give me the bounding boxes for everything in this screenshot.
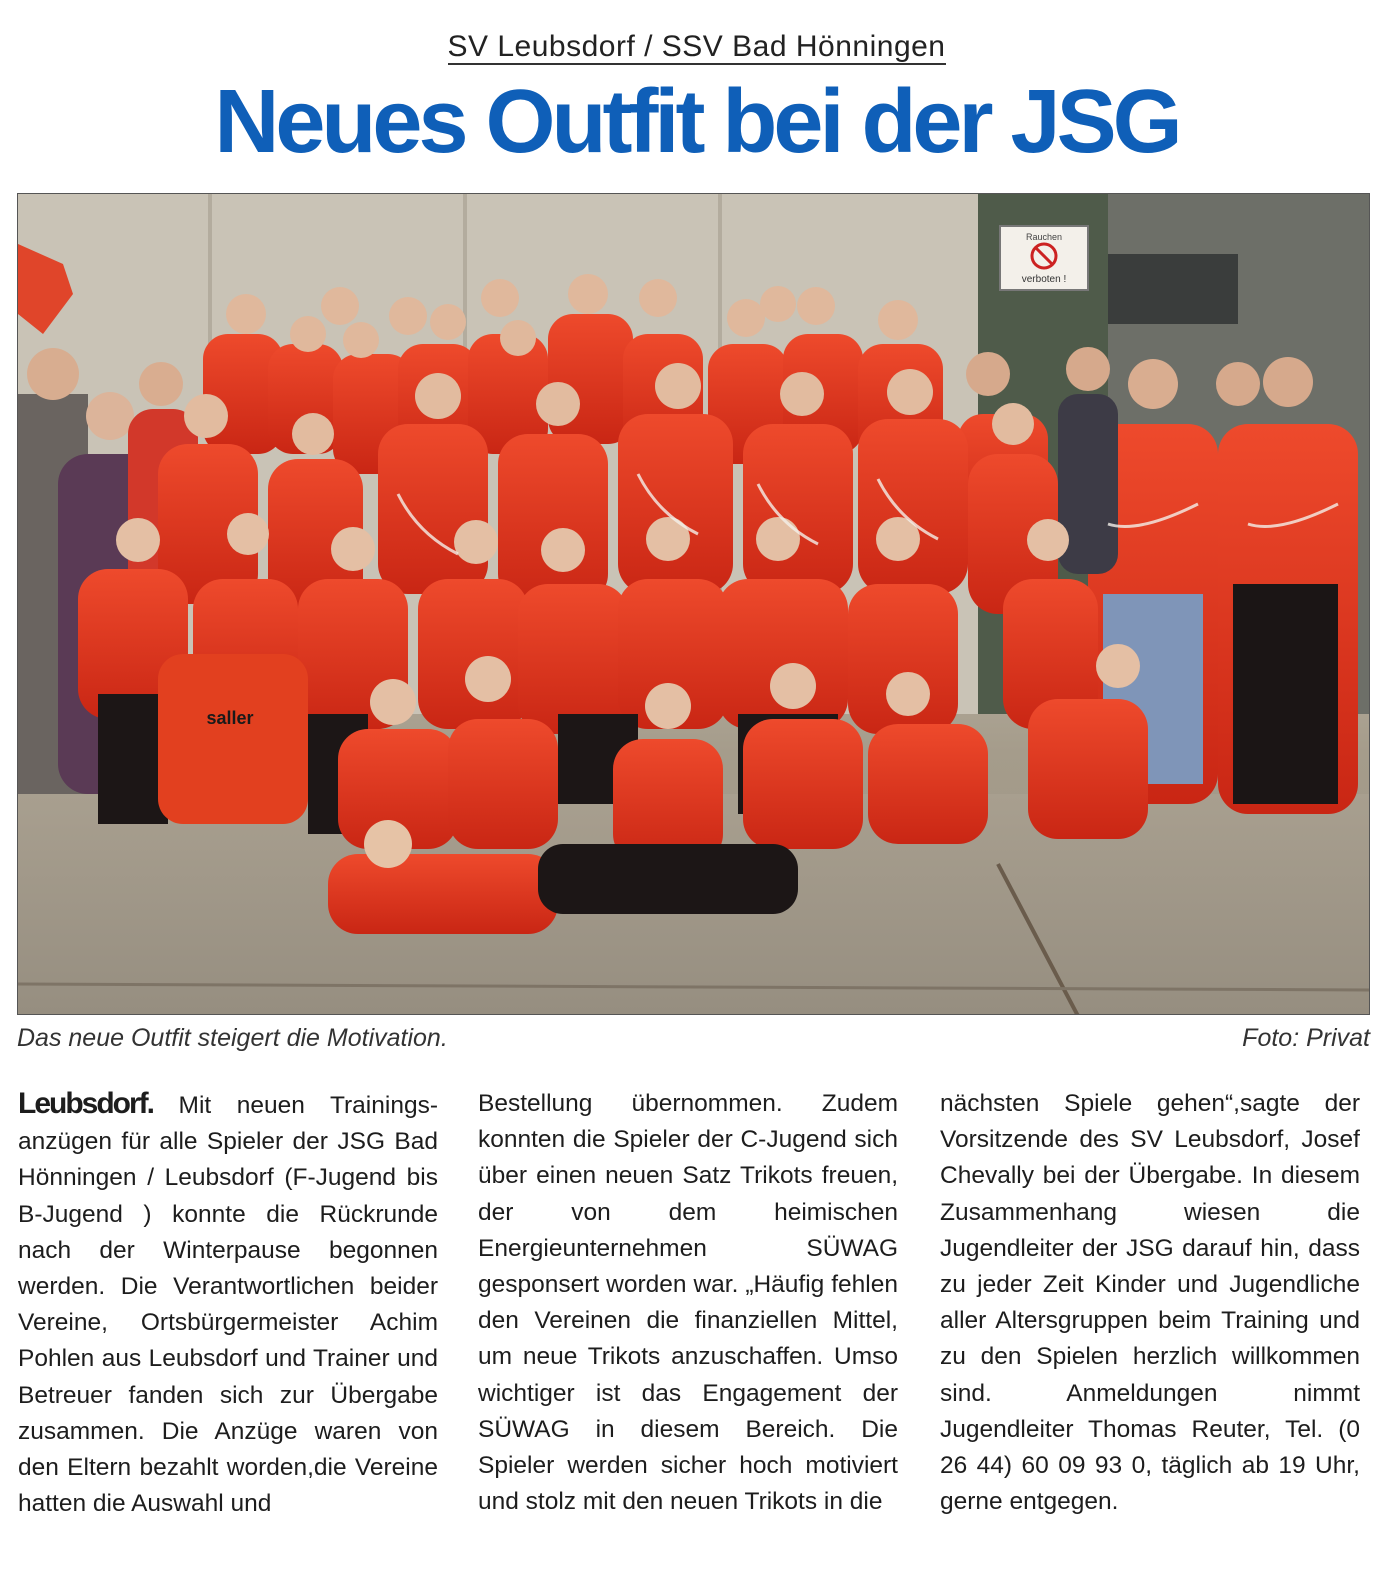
sign-text-bottom: verboten ! <box>1021 274 1067 285</box>
photo-caption <box>17 1024 1370 1058</box>
team-photo <box>17 193 1370 1015</box>
article-headline: Neues Outfit bei der JSG <box>214 72 1179 172</box>
article-column-3 <box>940 1086 1360 1520</box>
photo-credit: Foto: Privat <box>1242 1024 1370 1052</box>
kicker-text: SV Leubsdorf / SSV Bad Hönningen <box>447 30 946 63</box>
sign-text-top: Rauchen <box>1025 232 1063 242</box>
jacket-brand-text: saller <box>206 708 254 728</box>
column-2-text: Bestellung übernommen. Zudem konnten die Spieler der C-Jugend sich über einen neuen Satz Trikots freuen, der von dem heimischen Energieunternehmen SÜWAG gesponsert worden war. „Häufig fehlen den Vereinen die finanziellen Mittel, um neue Trikots anzuschaffen. Umso wichtiger ist das Engagement der SÜWAG in diesem Bereich. Die Spieler werden sicher hoch motiviert und stolz mit den neuen Trikots in die <box>478 1090 898 1516</box>
team-photo-illustration <box>18 194 1370 1015</box>
column-3-text: nächsten Spiele gehen“,sagte der Vorsitzende des SV Leubsdorf, Josef Chevally bei der Übergabe. In diesem Zusammenhang wiesen die Jugendleiter der JSG darauf hin, dass zu jeder Zeit Kinder und Jugendliche aller Altersgruppen beim Training und zu den Spielen herzlich willkommen sind. Anmeldungen nimmt Jugendleiter Thomas Reuter, Tel. (0 26 44) 60 09 93 0, täglich ab 19 Uhr, gerne entgegen. <box>940 1090 1360 1516</box>
article-kicker <box>0 30 1393 64</box>
article-dateline: Leubsdorf. <box>18 1087 153 1120</box>
article-column-1 <box>18 1086 438 1522</box>
column-1-text: Mit neuen Trainingsanzügen für alle Spieler der JSG Bad Hönningen / Leubsdorf (F-Jugend bis B-Jugend ) konnte die Rückrunde nach der Winterpause begonnen werden. Die Verantwortlichen beider Vereine, Ortsbürgermeister Achim Pohlen aus Leubsdorf und Trainer und Betreuer fanden sich zur Übergabe zusammen. Die Anzüge waren von den Eltern bezahlt worden,die Vereine hatten die Auswahl und <box>18 1092 438 1518</box>
article-column-2 <box>478 1086 898 1520</box>
caption-text: Das neue Outfit steigert die Motivation. <box>17 1024 448 1052</box>
